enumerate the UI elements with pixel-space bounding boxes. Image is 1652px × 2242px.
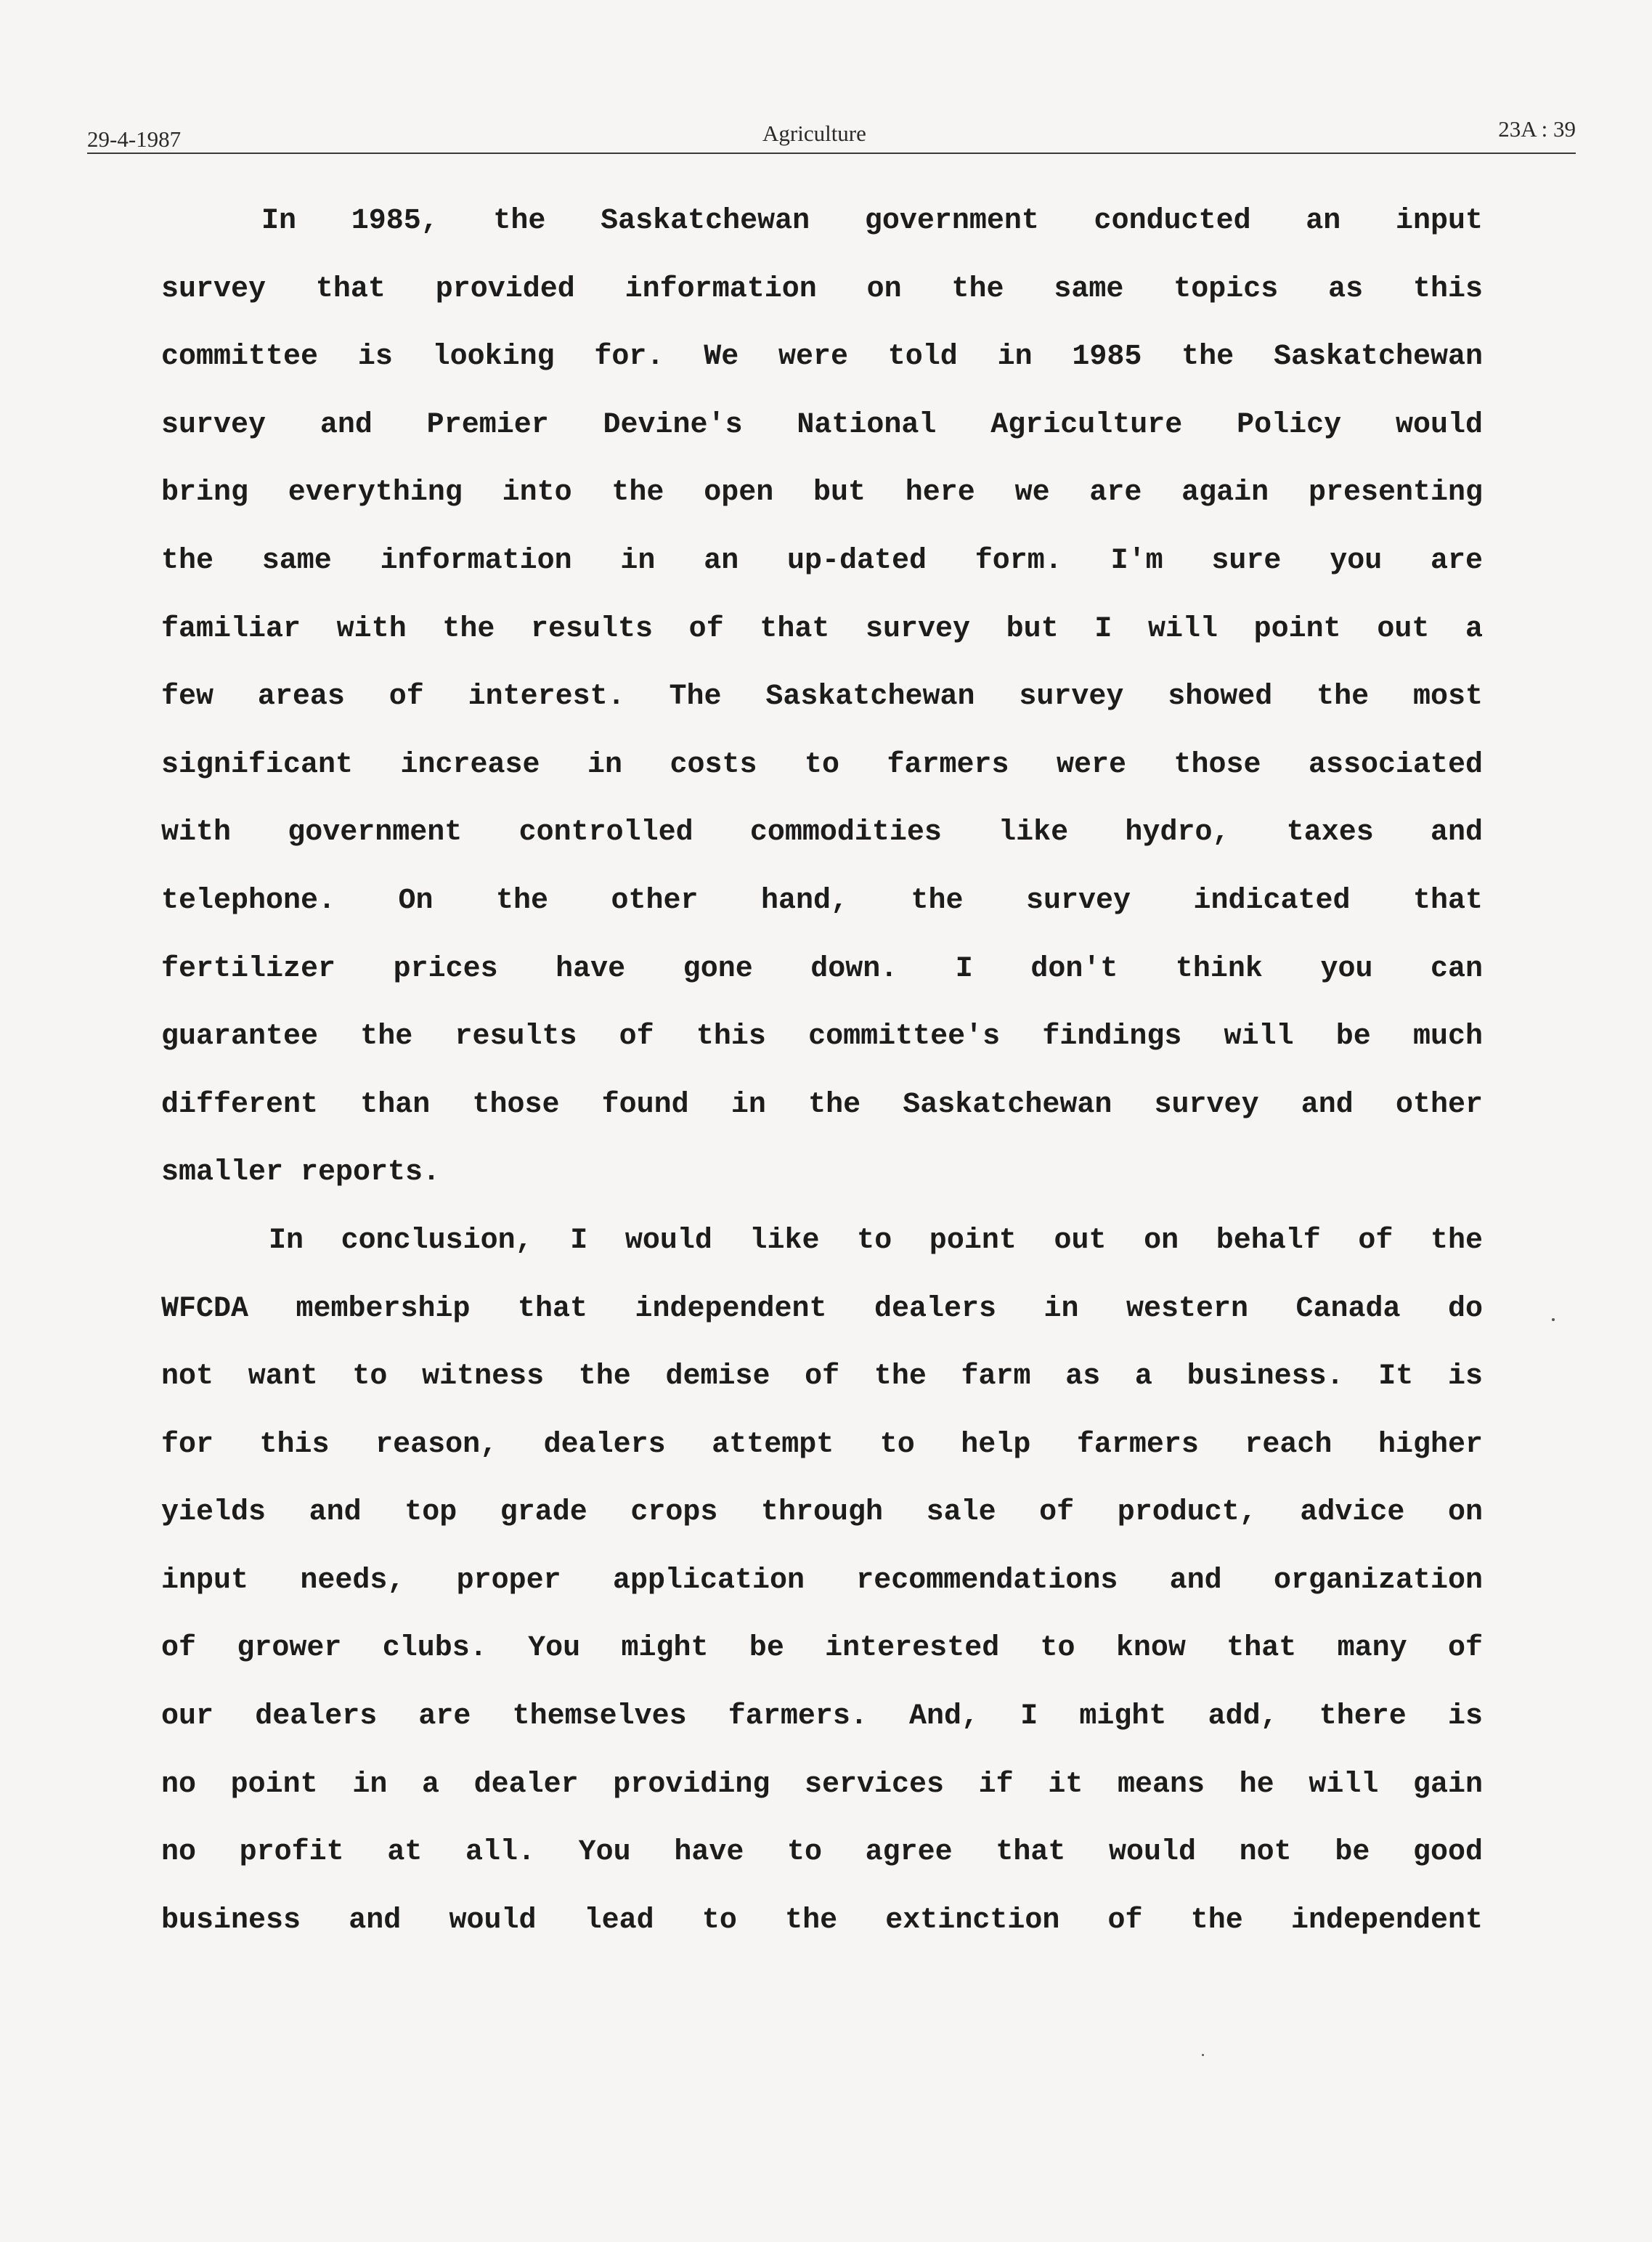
text-line: our dealers are themselves farmers. And, I might add, there is [161, 1700, 1483, 1734]
page-header [87, 116, 1576, 154]
text-line: survey that provided information on the same topics as this [161, 272, 1483, 306]
text-line: committee is looking for. We were told in 1985 the Saskatchewan [161, 341, 1483, 374]
text-line: input needs, proper application recommendations and organization [161, 1564, 1483, 1597]
text-line: In 1985, the Saskatchewan government conducted an input [261, 205, 1483, 237]
text-line: smaller reports. [161, 1156, 441, 1190]
text-line: bring everything into the open but here we are again presenting [161, 476, 1483, 510]
document-body [161, 187, 1483, 1954]
text-line: telephone. On the other hand, the survey indicated that [161, 884, 1483, 917]
text-line: for this reason, dealers attempt to help farmers reach higher [161, 1428, 1483, 1461]
text-line: no point in a dealer providing services if it means he will gain [161, 1768, 1483, 1801]
paragraph-2 [161, 1207, 1483, 1955]
text-line: with government controlled commodities like hydro, taxes and [161, 816, 1483, 850]
text-line: In conclusion, I would like to point out on behalf of the [269, 1224, 1483, 1257]
text-line: different than those found in the Saskatchewan survey and other [161, 1088, 1483, 1121]
text-line: WFCDA membership that independent dealers in western Canada do [161, 1292, 1483, 1325]
header-section-title: Agriculture [762, 121, 866, 146]
text-line: of grower clubs. You might be interested to know that many of [161, 1632, 1483, 1665]
header-page-number: 23A : 39 [1498, 116, 1576, 142]
text-line: the same information in an up-dated form. I'm sure you are [161, 544, 1483, 577]
text-line: not want to witness the demise of the farm as a business. It is [161, 1360, 1483, 1394]
text-line: no profit at all. You have to agree that would not be good [161, 1836, 1483, 1869]
text-line: significant increase in costs to farmers were those associated [161, 748, 1483, 781]
text-line: few areas of interest. The Saskatchewan survey showed the most [161, 681, 1483, 714]
header-rule [87, 153, 1576, 154]
paragraph-1 [161, 187, 1483, 1207]
text-line: familiar with the results of that survey but I will point out a [161, 612, 1483, 646]
text-line: yields and top grade crops through sale of product, advice on [161, 1496, 1483, 1530]
page-speck [1552, 1318, 1555, 1321]
text-line: survey and Premier Devine's National Agriculture Policy would [161, 408, 1483, 442]
header-date: 29-4-1987 [87, 126, 182, 152]
page-speck [1202, 2054, 1204, 2056]
text-line: guarantee the results of this committee's findings will be much [161, 1020, 1483, 1054]
text-line: business and would lead to the extinction of the independent [161, 1904, 1483, 1937]
text-line: fertilizer prices have gone down. I don't think you can [161, 952, 1483, 986]
